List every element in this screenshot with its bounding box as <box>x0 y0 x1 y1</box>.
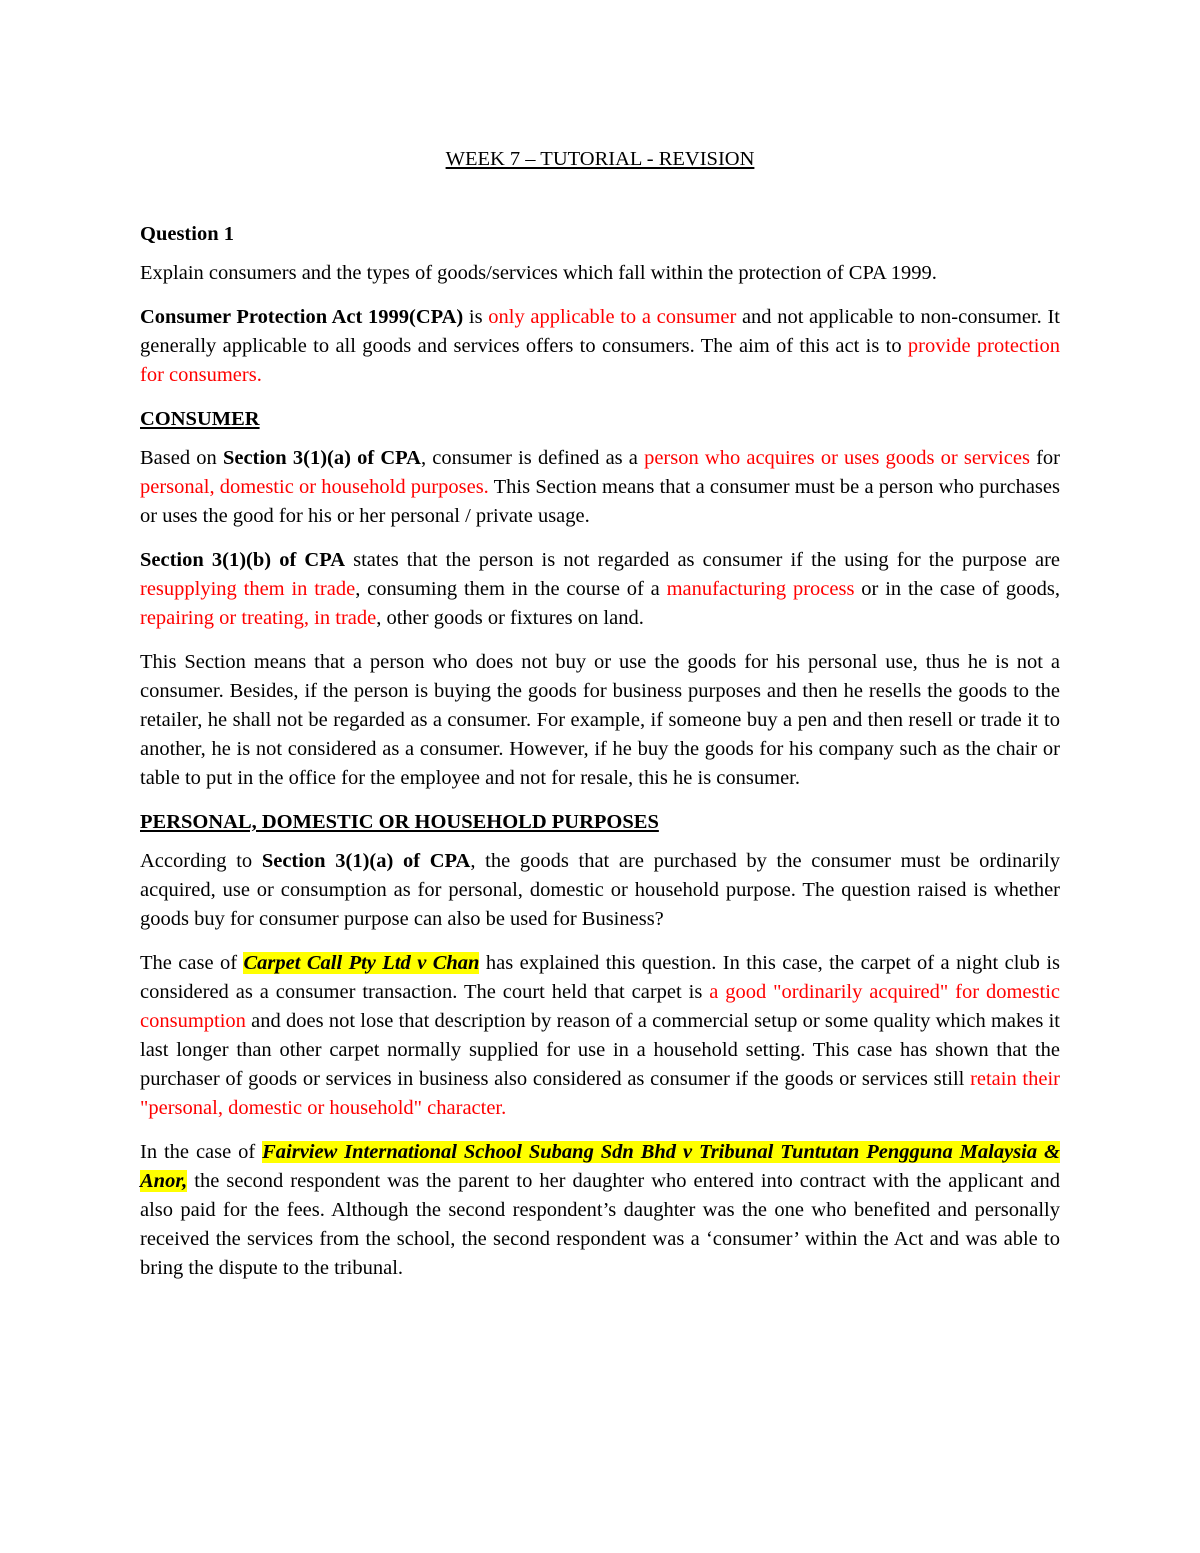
text-run: states that the person is not regarded as consumer if the using for the purpose are <box>345 549 1060 571</box>
text-run: The case of <box>140 952 244 974</box>
case-name-highlight: Fairview International School Subang Sdn Bhd v Tribunal Tuntutan Pengguna Malaysia & Anor, <box>140 1141 1060 1192</box>
red-emphasis: person who acquires or uses goods or services <box>644 447 1030 469</box>
text-run: , consuming them in the course of a <box>355 578 667 600</box>
section-reference: Section 3(1)(b) of CPA <box>140 549 346 571</box>
paragraph-consumer-definition <box>140 444 1060 531</box>
paragraph-fairview-case <box>140 1138 1060 1283</box>
text-run: , other goods or fixtures on land. <box>376 607 644 629</box>
text-run: According to <box>140 850 262 872</box>
text-run: , the goods that are purchased by the consumer must be ordinarily acquired, use or consumption as for personal, domestic or household purpose. The question raised is whether goods buy for consumer purpose can also be used for Business? <box>140 850 1061 930</box>
act-name: Consumer Protection Act 1999(CPA) <box>140 306 464 328</box>
red-emphasis: provide protection for consumers. <box>140 335 1060 386</box>
text-run: for <box>1029 447 1061 469</box>
case-name-highlight: Carpet Call Pty Ltd v Chan <box>243 952 480 974</box>
red-emphasis: retain their "personal, domestic or household" character. <box>140 1068 1060 1119</box>
paragraph-cpa-intro <box>140 303 1060 390</box>
heading-consumer: CONSUMER <box>140 408 260 430</box>
text-run: and does not lose that description by reason of a commercial setup or some quality which makes it last longer than other carpet normally supplied for use in a household setting. This case has shown that the purchaser of goods or services in business also considered as consumer if the goods or services still <box>140 1010 1060 1090</box>
red-emphasis: only applicable to a consumer <box>488 306 737 328</box>
heading-purposes: PERSONAL, DOMESTIC OR HOUSEHOLD PURPOSES <box>140 811 659 833</box>
red-emphasis: resupplying them in trade <box>140 578 356 600</box>
section-reference: Section 3(1)(a) of CPA <box>261 850 471 872</box>
text-run: Based on <box>140 447 223 469</box>
paragraph-explanation: This Section means that a person who does not buy or use the goods for his personal use, thus he is not a consumer. Besides, if the person is buying the goods for business purposes and then he resells the goods to the retailer, he shall not be regarded as a consumer. For example, if someone buy a pen and then resell or trade it to another, he is not considered as a consumer. However, if he buy the goods for his company such as the chair or table to put in the office for the employee and not for resale, this he is consumer. <box>140 651 1060 789</box>
red-emphasis: repairing or treating, in trade <box>140 607 377 629</box>
paragraph-purposes <box>140 847 1060 934</box>
text-run: This Section means that a consumer must be a person who purchases or uses the good for his or her personal / private usage. <box>140 476 1060 527</box>
text-run: , consumer is defined as a <box>420 447 645 469</box>
text-run: is <box>463 306 489 328</box>
text-run: or in the case of goods, <box>854 578 1060 600</box>
question-heading: Question 1 <box>140 223 234 245</box>
section-reference: Section 3(1)(a) of CPA <box>222 447 421 469</box>
question-text: Explain consumers and the types of goods/services which fall within the protection of CPA 1999. <box>140 262 937 284</box>
paragraph-carpet-call-case <box>140 949 1060 1123</box>
text-run: and not applicable to non-consumer. It generally applicable to all goods and services offers to consumers. The aim of this act is to <box>140 306 1060 357</box>
text-run: has explained this question. In this case, the carpet of a night club is considered as a consumer transaction. The court held that carpet is <box>140 952 1061 1003</box>
text-run: the second respondent was the parent to her daughter who entered into contract with the applicant and also paid for the fees. Although the second respondent’s daughter was the one who benefited and personally received the services from the school, the second respondent was a ‘consumer’ within the Act and was able to bring the dispute to the tribunal. <box>140 1170 1060 1279</box>
red-emphasis: a good "ordinarily acquired" for domestic consumption <box>140 981 1060 1032</box>
red-emphasis: manufacturing process <box>666 578 855 600</box>
paragraph-non-consumer <box>140 546 1060 633</box>
red-emphasis: personal, domestic or household purposes. <box>140 476 489 498</box>
document-title: WEEK 7 – TUTORIAL - REVISION <box>445 148 755 170</box>
text-run: In the case of <box>140 1141 263 1163</box>
